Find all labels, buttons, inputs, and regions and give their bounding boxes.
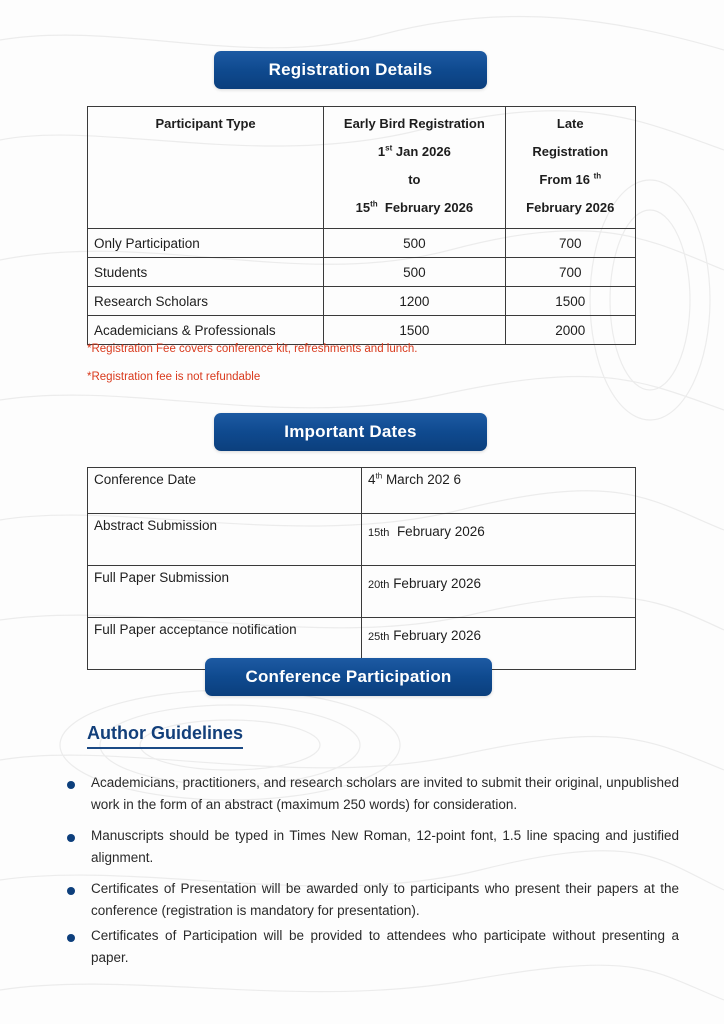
bullet-icon <box>67 887 75 895</box>
important-dates-banner <box>214 413 487 451</box>
early-fee-cell: 500 <box>324 229 505 258</box>
table-row <box>88 566 636 618</box>
header-participant-type: Participant Type <box>88 107 324 229</box>
list-item <box>67 925 679 969</box>
date-label-cell: Full Paper acceptance notification <box>88 618 362 670</box>
early-fee-cell: 500 <box>324 258 505 287</box>
early-fee-cell: 1500 <box>324 316 505 345</box>
table-row <box>88 316 636 345</box>
bullet-icon <box>67 834 75 842</box>
conference-participation-banner <box>205 658 492 696</box>
header-late-registration: Late Registration From 16 $^{th}$ February 2026 <box>505 107 635 229</box>
author-guidelines-heading: Author Guidelines <box>87 723 243 749</box>
important-dates-title: Important Dates <box>284 422 417 441</box>
participant-type-cell: Academicians & Professionals <box>88 316 324 345</box>
date-value-cell: 20th February 2026 <box>362 566 636 618</box>
registration-fee-table <box>87 106 636 345</box>
important-dates-table <box>87 467 636 670</box>
list-item <box>67 825 679 869</box>
participant-type-cell: Students <box>88 258 324 287</box>
conference-participation-title: Conference Participation <box>245 667 452 686</box>
late-fee-cell: 2000 <box>505 316 635 345</box>
participant-type-cell: Only Participation <box>88 229 324 258</box>
fee-coverage-note: *Registration Fee covers conference kit, refreshments and lunch. <box>87 343 418 355</box>
bullet-icon <box>67 934 75 942</box>
table-row <box>88 229 636 258</box>
author-guidelines-list <box>67 772 679 969</box>
date-label-cell: Conference Date <box>88 468 362 514</box>
date-value-cell: 25th February 2026 <box>362 618 636 670</box>
late-fee-cell: 700 <box>505 229 635 258</box>
participant-type-cell: Research Scholars <box>88 287 324 316</box>
list-item <box>67 878 679 922</box>
late-fee-cell: 700 <box>505 258 635 287</box>
table-row <box>88 514 636 566</box>
table-row <box>88 258 636 287</box>
non-refundable-note: *Registration fee is not refundable <box>87 371 261 383</box>
early-fee-cell: 1200 <box>324 287 505 316</box>
guideline-text: Manuscripts should be typed in Times New Roman, 12-point font, 1.5 line spacing and justified alignment. <box>91 828 679 865</box>
date-value-cell: 15th February 2026 <box>362 514 636 566</box>
table-row <box>88 287 636 316</box>
registration-details-title: Registration Details <box>268 60 433 79</box>
date-value-cell: 4th March 202 6 <box>362 468 636 514</box>
header-early-bird: Early Bird Registration 1st Jan 2026 to 15th February 2026 <box>324 107 505 229</box>
guideline-text: Certificates of Presentation will be awarded only to participants who present their papers at the conference (registration is mandatory for presentation). <box>91 881 679 918</box>
date-label-cell: Abstract Submission <box>88 514 362 566</box>
guideline-text: Academicians, practitioners, and research scholars are invited to submit their original, unpublished work in the form of an abstract (maximum 250 words) for consideration. <box>91 775 679 812</box>
registration-details-banner <box>214 51 487 89</box>
late-fee-cell: 1500 <box>505 287 635 316</box>
list-item <box>67 772 679 816</box>
bullet-icon <box>67 781 75 789</box>
date-label-cell: Full Paper Submission <box>88 566 362 618</box>
guideline-text: Certificates of Participation will be provided to attendees who participate without presenting a paper. <box>91 928 679 965</box>
table-row <box>88 468 636 514</box>
table-header-row <box>88 107 636 229</box>
